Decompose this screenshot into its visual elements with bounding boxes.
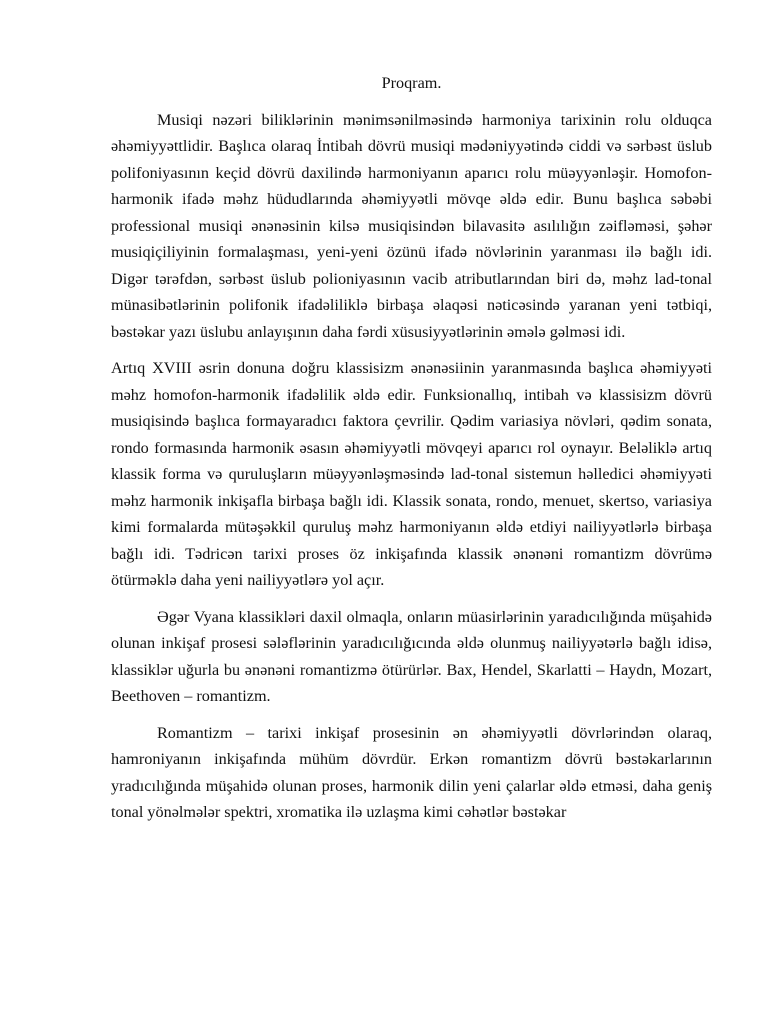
paragraph-1: Musiqi nəzəri biliklərinin mənimsənilməsində harmoniya tarixinin rolu olduqca əhəmiyyəttlidir. Başlıca olaraq İntibah dövrü musiqi mədəniyyətində ciddi və sərbəst üslub polifoniyasının keçid dövrü daxilində harmoniyanın aparıcı rolu müəyyənləşir. Homofon-harmonik ifadə məhz hüdudlarında əhəmiyyətli mövqe əldə edir. Bunu başlıca səbəbi professional musiqi ənənəsinin kilsə musiqisindən bilavasitə asılılığın zəifləməsi, şəhər musiqiçiliyinin formalaşması, yeni-yeni özünü ifadə növlərinin yaranması ilə bağlı idi. Digər tərəfdən, sərbəst üslub polioniyasının vacib atributlarından biri də, məhz lad-tonal münasibətlərinin polifonik ifadəliliklə birbaşa əlaqəsi nəticəsində yaranan yeni tətbiqi, bəstəkar yazı üslubu anlayışının daha fərdi xüsusiyyətlərinin əmələ gəlməsi idi. <box>111 110 712 341</box>
paragraph-2: Artıq XVIII əsrin donuna doğru klassisizm ənənəsiinin yaranmasında başlıca əhəmiyyəti məhz homofon-harmonik ifadəlilik əldə edir. Funksionallıq, intibah və klassisizm dövrü musiqisində başlıca formayaradıcı faktora çevrilir. Qədim variasiya növləri, qədim sonata, rondo formasında harmonik əsasın əhəmiyyətli mövqeyi aparıcı rol oynayır. Beləliklə artıq klassik forma və quruluşların müəyyənləşməsində lad-tonal sistemun həlledici əhəmiyyəti məhz harmonik inkişafla birbaşa bağlı idi. Klassik sonata, rondo, menuet, skertso, variasiya kimi formalarda mütəşəkkil quruluş məhz harmoniyanın əldə etdiyi nailiyyətlərlə birbaşa bağlı idi. Tədricən tarixi proses öz inkişafında klassik ənənəni romantizm dövrümə ötürməklə daha yeni nailiyyətlərə yol açır. <box>111 359 712 589</box>
document-title: Proqram. <box>381 74 442 92</box>
document-page <box>111 70 712 836</box>
paragraph-4: Romantizm – tarixi inkişaf prosesinin ən əhəmiyyətli dövrlərindən olaraq, hamroniyanın inkişafında mühüm dövrdür. Erkən romantizm dövrü bəstəkarlarının yradıcılığında müşahidə olunan proses, harmonik dilin yeni çalarlar əldə etməsi, daha geniş tonal yönəlmələr spektri, xromatika ilə uzlaşma kimi cəhətlər bəstəkar <box>111 723 712 821</box>
paragraph-3: Əgər Vyana klassikləri daxil olmaqla, onların müasirlərinin yaradıcılığında müşahidə olunan inkişaf prosesi sələflərinin yaradıcılığıcında əldə olunmuş nailiyyətərlə bağlı idisə, klassiklər uğurla bu ənənəni romantizmə ötürürlər. Bax, Hendel, Skarlatti – Haydn, Mozart, Beethoven – romantizm. <box>111 607 712 705</box>
